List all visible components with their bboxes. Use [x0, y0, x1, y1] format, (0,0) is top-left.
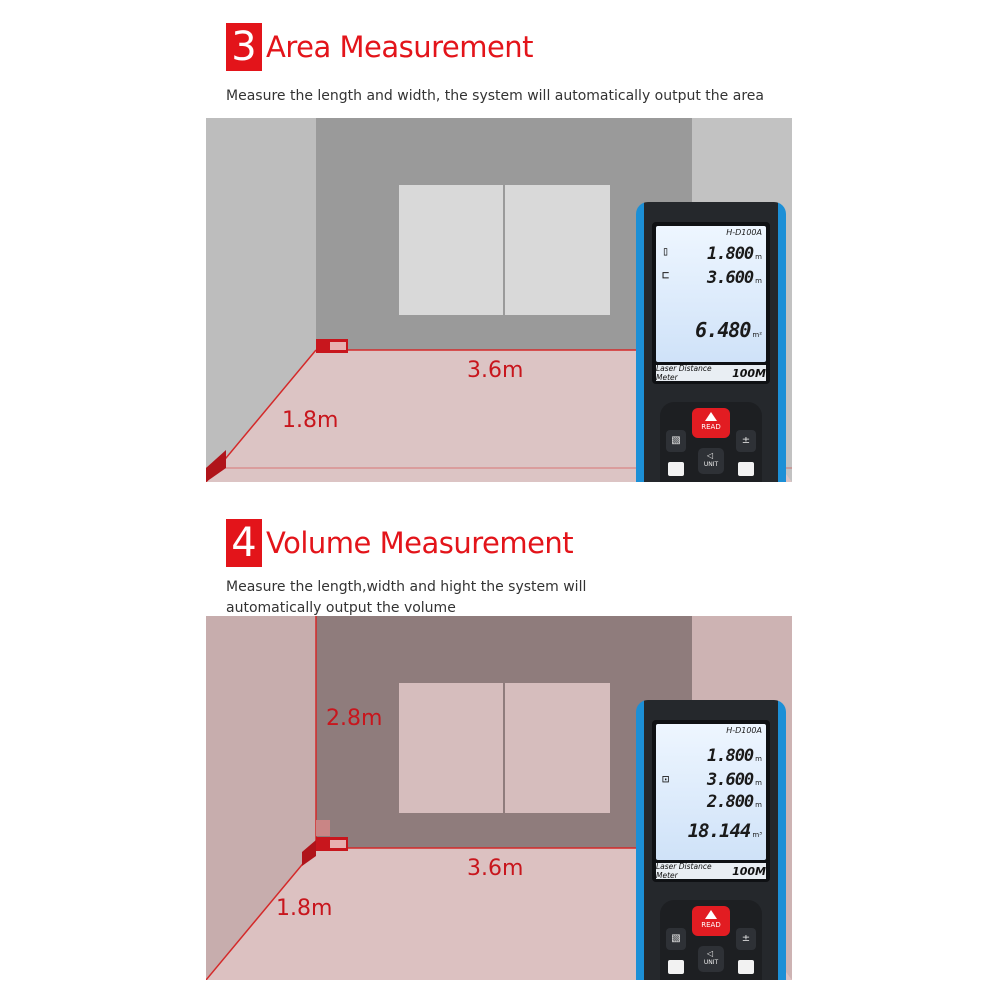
lcd-reading	[707, 770, 762, 790]
result-value: 18.144	[687, 820, 751, 842]
device-label-strip	[656, 365, 766, 381]
read-button[interactable]	[692, 408, 730, 438]
reading-unit: m	[755, 779, 762, 787]
plus-minus-button[interactable]	[736, 430, 756, 452]
reading-unit: m	[755, 801, 762, 809]
description-line: Measure the length and width, the system will automatically output the area	[226, 88, 764, 104]
soft-key-right[interactable]	[738, 960, 754, 974]
reading-value: 1.800	[706, 746, 754, 766]
reading-unit: m	[755, 253, 762, 261]
reading-unit: m	[755, 755, 762, 763]
mode-button[interactable]	[666, 430, 686, 452]
unit-button[interactable]	[698, 946, 724, 972]
model-label: H-D100A	[726, 726, 762, 735]
lcd-reading	[707, 792, 762, 812]
soft-key-left[interactable]	[668, 462, 684, 476]
section-number-badge: 3	[226, 23, 262, 71]
section-description	[226, 86, 764, 107]
read-button[interactable]	[692, 906, 730, 936]
device-screen	[652, 222, 770, 384]
width-icon: ▯	[662, 244, 670, 258]
plus-minus-icon: ±	[741, 933, 751, 944]
speaker-icon: ◁	[707, 451, 714, 460]
description-line: automatically output the volume	[226, 600, 456, 616]
strip-label: Laser Distance Meter	[656, 364, 712, 382]
section-title-text: Area Measurement	[266, 30, 534, 64]
volume-icon: ⊡	[662, 772, 670, 786]
lcd-result	[695, 318, 762, 342]
lcd-display	[656, 724, 766, 860]
soft-key-right[interactable]	[738, 462, 754, 476]
speaker-icon: ◁	[707, 949, 714, 958]
reading-value: 3.600	[706, 770, 754, 790]
room-illustration	[206, 118, 792, 482]
keypad	[660, 900, 762, 980]
mode-button[interactable]	[666, 928, 686, 950]
section-number-badge: 4	[226, 519, 262, 567]
unit-button[interactable]	[698, 448, 724, 474]
height-label: 2.8m	[326, 706, 383, 731]
lcd-reading	[707, 268, 762, 288]
length-label: 3.6m	[467, 358, 524, 383]
reading-value: 2.800	[706, 792, 754, 812]
laser-distance-meter	[636, 202, 786, 482]
result-unit: m²	[752, 331, 762, 339]
device-screen	[652, 720, 770, 882]
reading-unit: m	[755, 277, 762, 285]
read-button-label: READ	[701, 921, 721, 929]
model-label: H-D100A	[726, 228, 762, 237]
section-title	[226, 518, 573, 568]
width-label: 1.8m	[276, 896, 333, 921]
result-unit: m³	[752, 831, 762, 839]
lcd-display	[656, 226, 766, 362]
triangle-up-icon	[705, 910, 717, 919]
description-line: Measure the length,width and hight the system will	[226, 579, 587, 595]
section-title	[226, 22, 533, 72]
lcd-reading	[707, 244, 762, 264]
lcd-reading	[707, 746, 762, 766]
read-button-label: READ	[701, 423, 721, 431]
device-label-strip	[656, 863, 766, 879]
strip-range: 100M	[732, 864, 766, 878]
plus-minus-icon: ±	[741, 435, 751, 446]
section-description	[226, 577, 586, 619]
soft-key-left[interactable]	[668, 960, 684, 974]
keypad	[660, 402, 762, 482]
volume-measurement-section	[0, 500, 1000, 1000]
room-illustration	[206, 616, 792, 980]
unit-button-label: UNIT	[703, 959, 719, 966]
mode-icon: ▧	[671, 435, 681, 446]
laser-distance-meter	[636, 700, 786, 980]
width-label: 1.8m	[282, 408, 339, 433]
section-title-text: Volume Measurement	[266, 526, 574, 560]
strip-label: Laser Distance Meter	[656, 862, 712, 880]
strip-range: 100M	[732, 366, 766, 380]
length-label: 3.6m	[467, 856, 524, 881]
unit-button-label: UNIT	[703, 461, 719, 468]
reading-value: 3.600	[706, 268, 754, 288]
reading-value: 1.800	[706, 244, 754, 264]
mode-icon: ▧	[671, 933, 681, 944]
plus-minus-button[interactable]	[736, 928, 756, 950]
lcd-result	[688, 820, 762, 842]
result-value: 6.480	[695, 318, 751, 342]
triangle-up-icon	[705, 412, 717, 421]
length-icon: ⊏	[662, 268, 670, 282]
